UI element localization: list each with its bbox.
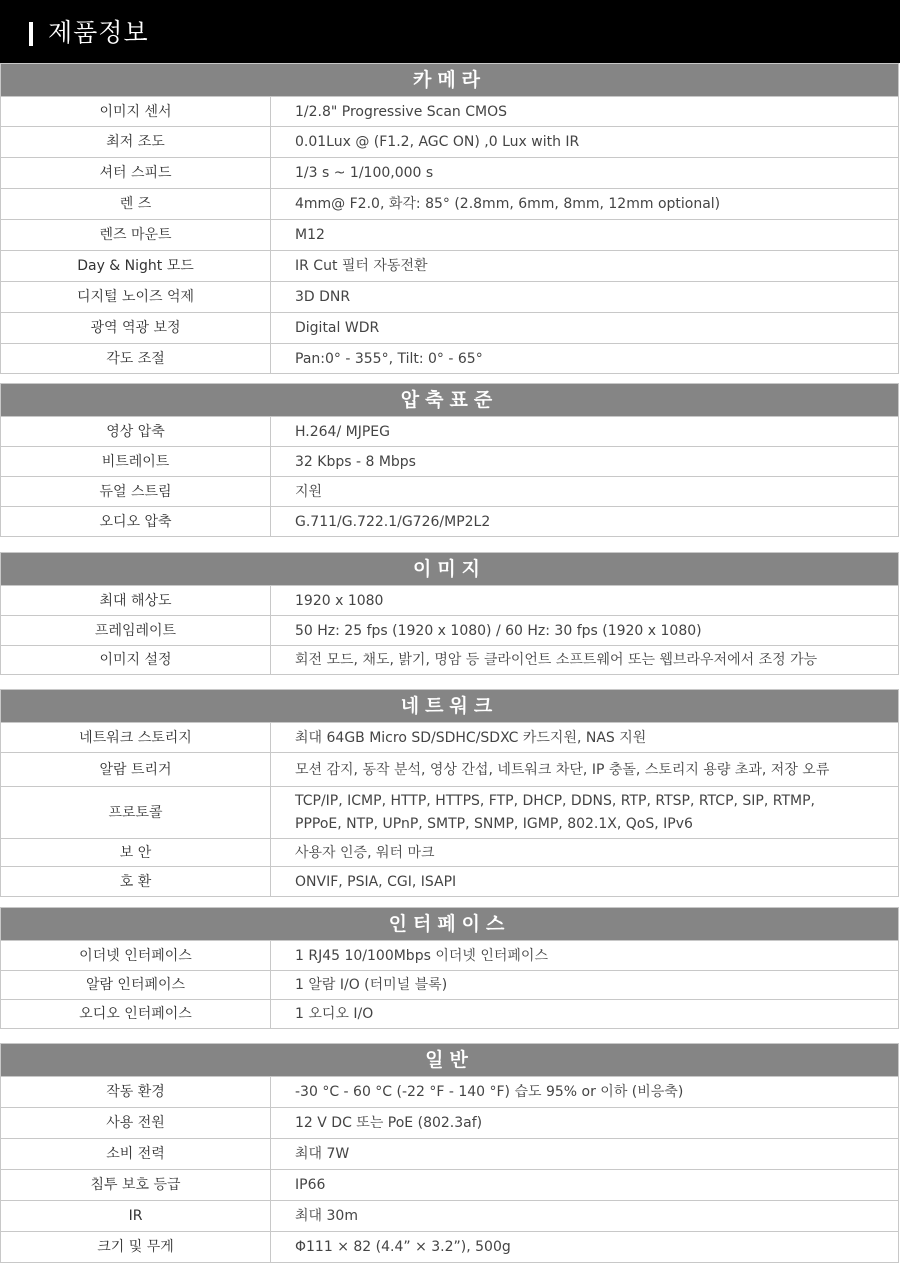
spec-value-cell	[271, 787, 899, 839]
spec-value: 회전 모드, 채도, 밝기, 명암 등 클라이언트 소프트웨어 또는 웹브라우저에서 조정 가능	[295, 652, 818, 668]
spec-section	[0, 63, 899, 374]
spec-value: 0.01Lux @ (F1.2, AGC ON) ,0 Lux with IR	[295, 134, 580, 150]
spec-label: 최대 해상도	[1, 586, 271, 616]
spec-row	[1, 1139, 899, 1170]
spec-value-cell	[271, 477, 899, 507]
spec-value-cell	[271, 1000, 899, 1029]
spec-row	[1, 220, 899, 251]
section-title: 일반	[0, 1043, 899, 1076]
spec-value-cell	[271, 127, 899, 158]
spec-value: 1 오디오 I/O	[295, 1006, 374, 1022]
page-title: 제품정보	[48, 18, 149, 47]
spec-label: 오디오 인터페이스	[1, 1000, 271, 1029]
spec-label: 프로토콜	[1, 787, 271, 839]
spec-label: 셔터 스피드	[1, 158, 271, 189]
spec-section	[0, 907, 899, 1029]
spec-value: Digital WDR	[295, 320, 380, 336]
spec-row	[1, 586, 899, 616]
spec-row	[1, 787, 899, 839]
spec-label: 소비 전력	[1, 1139, 271, 1170]
spec-value-cell	[271, 158, 899, 189]
spec-value-cell	[271, 753, 899, 787]
spec-value-cell	[271, 1077, 899, 1108]
spec-row	[1, 251, 899, 282]
spec-value: Pan:0° - 355°, Tilt: 0° - 65°	[295, 350, 483, 367]
spec-row	[1, 477, 899, 507]
spec-value: ONVIF, PSIA, CGI, ISAPI	[295, 873, 457, 890]
spec-label: 디지털 노이즈 억제	[1, 282, 271, 313]
spec-table	[0, 96, 899, 374]
spec-value-cell	[271, 251, 899, 282]
spec-value-cell	[271, 507, 899, 537]
spec-label: 네트워크 스토리지	[1, 723, 271, 753]
spec-value-cell	[271, 971, 899, 1000]
spec-label: Day & Night 모드	[1, 251, 271, 282]
spec-value: TCP/IP, ICMP, HTTP, HTTPS, FTP, DHCP, DDNS, RTP, RTSP, RTCP, SIP, RTMP,	[295, 793, 815, 809]
spec-value: 최대 64GB Micro SD/SDHC/SDXC 카드지원, NAS 지원	[295, 729, 647, 746]
spec-label: 프레임레이트	[1, 616, 271, 646]
spec-value-cell	[271, 1108, 899, 1139]
spec-row	[1, 839, 899, 867]
spec-row	[1, 127, 899, 158]
spec-row	[1, 282, 899, 313]
spec-label: 사용 전원	[1, 1108, 271, 1139]
section-title: 이미지	[0, 552, 899, 585]
spec-row	[1, 507, 899, 537]
spec-value: IP66	[295, 1177, 326, 1193]
spec-value: G.711/G.722.1/G726/MP2L2	[295, 513, 491, 530]
spec-row	[1, 646, 899, 675]
spec-value: 1920 x 1080	[295, 592, 384, 609]
spec-row	[1, 723, 899, 753]
spec-value: 최대 30m	[295, 1208, 358, 1224]
spec-label: 작동 환경	[1, 1077, 271, 1108]
spec-value: 3D DNR	[295, 289, 351, 305]
section-title: 인터페이스	[0, 907, 899, 940]
spec-row	[1, 616, 899, 646]
spec-value: 50 Hz: 25 fps (1920 x 1080) / 60 Hz: 30 fps (1920 x 1080)	[295, 622, 702, 639]
spec-value-cell	[271, 1201, 899, 1232]
spec-value-cell	[271, 282, 899, 313]
spec-label: 비트레이트	[1, 447, 271, 477]
section-title: 압축표준	[0, 383, 899, 416]
spec-value: 사용자 인증, 워터 마크	[295, 844, 435, 861]
spec-value-cell	[271, 586, 899, 616]
spec-table	[0, 722, 899, 897]
spec-label: 침투 보호 등급	[1, 1170, 271, 1201]
spec-label: 보 안	[1, 839, 271, 867]
spec-value: M12	[295, 227, 325, 243]
spec-row	[1, 1232, 899, 1263]
spec-value-cell	[271, 723, 899, 753]
spec-label: 호 환	[1, 867, 271, 897]
spec-value: 12 V DC 또는 PoE (802.3af)	[295, 1115, 483, 1131]
spec-row	[1, 1108, 899, 1139]
spec-value: 32 Kbps - 8 Mbps	[295, 453, 416, 470]
spec-table	[0, 416, 899, 537]
spec-value-cell	[271, 616, 899, 646]
spec-table	[0, 585, 899, 675]
spec-label: 이미지 센서	[1, 97, 271, 127]
spec-section	[0, 1043, 899, 1263]
spec-value-cell	[271, 417, 899, 447]
spec-row	[1, 447, 899, 477]
spec-value-cell	[271, 447, 899, 477]
spec-label: 최저 조도	[1, 127, 271, 158]
spec-row	[1, 1170, 899, 1201]
spec-value-cell	[271, 313, 899, 344]
spec-label: 각도 조절	[1, 344, 271, 374]
spec-value: IR Cut 필터 자동전환	[295, 258, 428, 274]
spec-row	[1, 189, 899, 220]
spec-label: 영상 압축	[1, 417, 271, 447]
spec-label: 렌즈 마운트	[1, 220, 271, 251]
spec-section	[0, 383, 899, 537]
spec-label: 크기 및 무게	[1, 1232, 271, 1263]
spec-value: 모션 감지, 동작 분석, 영상 간섭, 네트워크 차단, IP 충돌, 스토리지 용량 초과, 저장 오류	[295, 761, 830, 778]
spec-row	[1, 941, 899, 971]
spec-row	[1, 344, 899, 374]
spec-table	[0, 1076, 899, 1263]
spec-label: 렌 즈	[1, 189, 271, 220]
spec-label: 알람 인터페이스	[1, 971, 271, 1000]
spec-value: 1 알람 I/O (터미널 블록)	[295, 977, 448, 993]
spec-section	[0, 689, 899, 897]
spec-section	[0, 552, 899, 675]
section-title: 네트워크	[0, 689, 899, 722]
spec-value: 1/2.8" Progressive Scan CMOS	[295, 103, 508, 120]
spec-value-cell	[271, 97, 899, 127]
spec-value-cell	[271, 1170, 899, 1201]
page-header	[0, 0, 900, 63]
spec-label: 듀얼 스트림	[1, 477, 271, 507]
spec-value-cell	[271, 189, 899, 220]
spec-value: H.264/ MJPEG	[295, 423, 390, 440]
spec-value: 최대 7W	[295, 1146, 350, 1162]
spec-value-cell	[271, 867, 899, 897]
spec-value-cell	[271, 344, 899, 374]
spec-label: IR	[1, 1201, 271, 1232]
spec-value: 4mm@ F2.0, 화각: 85° (2.8mm, 6mm, 8mm, 12mm optional)	[295, 196, 721, 212]
spec-label: 이더넷 인터페이스	[1, 941, 271, 971]
spec-value-cell	[271, 220, 899, 251]
spec-value-cell	[271, 646, 899, 675]
spec-row	[1, 867, 899, 897]
spec-row	[1, 158, 899, 189]
spec-row	[1, 97, 899, 127]
spec-value-cell	[271, 1139, 899, 1170]
spec-row	[1, 1201, 899, 1232]
spec-value-cell	[271, 839, 899, 867]
spec-value-line2: PPPoE, NTP, UPnP, SMTP, SNMP, IGMP, 802.1X, QoS, IPv6	[295, 816, 693, 832]
spec-value: -30 °C - 60 °C (-22 °F - 140 °F) 습도 95% or 이하 (비응축)	[295, 1084, 684, 1100]
spec-value: 지원	[295, 483, 323, 500]
spec-row	[1, 313, 899, 344]
spec-value: 1/3 s ~ 1/100,000 s	[295, 165, 434, 181]
spec-row	[1, 971, 899, 1000]
spec-row	[1, 1077, 899, 1108]
spec-value-cell	[271, 941, 899, 971]
spec-label: 오디오 압축	[1, 507, 271, 537]
spec-value-cell	[271, 1232, 899, 1263]
spec-label: 이미지 설정	[1, 646, 271, 675]
spec-value: 1 RJ45 10/100Mbps 이더넷 인터페이스	[295, 947, 548, 964]
title-accent-bar	[29, 22, 33, 46]
spec-label: 광역 역광 보정	[1, 313, 271, 344]
spec-row	[1, 1000, 899, 1029]
spec-label: 알람 트리거	[1, 753, 271, 787]
section-title: 카메라	[0, 63, 899, 96]
spec-table	[0, 940, 899, 1029]
spec-value: Φ111 × 82 (4.4” × 3.2”), 500g	[295, 1239, 511, 1255]
spec-row	[1, 753, 899, 787]
spec-row	[1, 417, 899, 447]
